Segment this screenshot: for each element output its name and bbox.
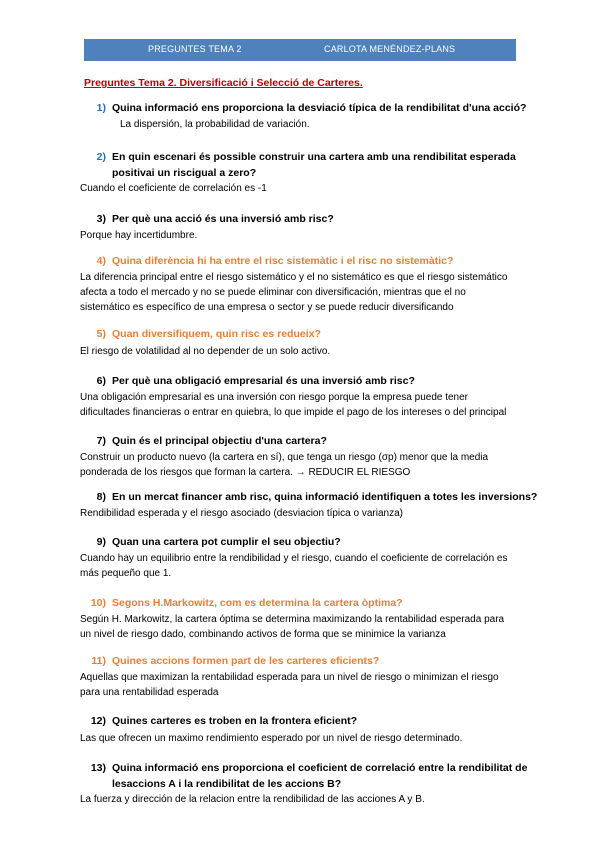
answer-6: Una obligación empresarial es una inversión con riesgo porque la empresa puede tener dificultades financieras o entrar en quiebra, lo que impide el pago de los intereses o del principal	[80, 392, 507, 418]
question-13	[84, 762, 527, 790]
question-number: 3)	[96, 213, 106, 225]
answer-9: Cuando hay un equilibrio entre la rendibilidad y el riesgo, cuando el coeficiente de correlación es más pequeño que 1.	[80, 553, 508, 579]
answer-4: La diferencia principal entre el riesgo sistemático y el no sistemático es que el riesgo sistemático afecta a todo el mercado y no se puede eliminar con diversificación, mientras que el no sistemático es específico de una empresa o sector y se puede reducir diversificando	[80, 272, 508, 313]
question-number: 7)	[96, 435, 106, 447]
question-number: 13)	[90, 762, 106, 774]
answer-12: Las que ofrecen un maximo rendimiento esperado por un nivel de riesgo determinado.	[80, 733, 463, 744]
answer-2: Cuando el coeficiente de correlación es -1	[80, 183, 267, 194]
question-number: 4)	[96, 255, 106, 267]
answer-8: Rendibilidad esperada y el riesgo asociado (desviacion típica o varianza)	[80, 508, 403, 519]
question-text: En un mercat financer amb risc, quina informació identifiquen a totes les inversions?	[112, 491, 538, 503]
question-2	[84, 151, 516, 179]
question-text: Quan diversifiquem, quin risc es redueix?	[112, 328, 321, 340]
question-11	[84, 655, 379, 667]
question-text: Quina informació ens proporciona la desviació típica de la rendibilitat d'una acció?	[112, 102, 527, 114]
question-text: En quin escenari és possible construir una cartera amb una rendibilitat esperada	[112, 151, 516, 163]
question-12	[84, 715, 357, 727]
question-9	[84, 536, 341, 548]
question-number: 12)	[90, 715, 106, 727]
question-text: Quina informació ens proporciona el coeficient de correlació entre la rendibilitat de	[112, 762, 528, 774]
question-text: Quines carteres es troben en la frontera eficient?	[112, 715, 358, 727]
question-text: Quina diferència hi ha entre el risc sistemàtic i el risc no sistemàtic?	[112, 255, 454, 267]
page-header	[84, 39, 516, 61]
question-text: Quin és el principal objectiu d'una cartera?	[112, 435, 327, 447]
question-text: Segons H.Markowitz, com es determina la cartera òptima?	[112, 597, 403, 609]
question-text: Quines accions formen part de les carteres eficients?	[112, 655, 380, 667]
question-5	[84, 328, 321, 340]
question-text-continued: lesaccions A i la rendibilitat de les accions B?	[112, 778, 342, 790]
answer-10: Según H. Markowitz, la cartera óptima se determina maximizando la rentabilidad esperada para un nivel de riesgo dado, combinando activos de forma que se minimice la varianza	[80, 614, 505, 640]
answer-7: Construir un producto nuevo (la cartera en sí), que tenga un riesgo (σp) menor que la media ponderada de los riesgos que forman la cartera. → REDUCIR EL RIESGO	[80, 452, 489, 478]
question-number: 10)	[90, 597, 106, 609]
question-text: Quan una cartera pot cumplir el seu objectiu?	[112, 536, 341, 548]
header-right: CARLOTA MENÉNDEZ-PLANS	[324, 44, 456, 54]
question-4	[84, 255, 453, 267]
question-number: 8)	[96, 491, 106, 503]
question-6	[84, 375, 415, 387]
question-number: 11)	[91, 655, 106, 667]
question-3	[84, 213, 334, 225]
question-number: 2)	[96, 151, 106, 163]
question-7	[84, 435, 327, 447]
question-1	[84, 102, 526, 114]
question-number: 1)	[96, 102, 106, 114]
question-text-continued: positivai un riscigual a zero?	[112, 167, 257, 179]
question-10	[84, 597, 403, 609]
question-number: 6)	[96, 375, 106, 387]
header-left: PREGUNTES TEMA 2	[148, 44, 242, 54]
question-text: Per què una obligació empresarial és una inversió amb risc?	[112, 375, 415, 387]
question-8	[84, 491, 537, 503]
answer-13: La fuerza y dirección de la relacion entre la rendibilidad de las acciones A y B.	[80, 794, 425, 805]
answer-1: La dispersión, la probabilidad de variación.	[120, 119, 310, 130]
answer-5: El riesgo de volatilidad al no depender de un solo activo.	[80, 346, 331, 357]
answer-11: Aquellas que maximizan la rentabilidad esperada para un nivel de riesgo o minimizan el riesgo para una rentabilidad esperada	[80, 672, 499, 698]
question-text: Per què una acció és una inversió amb risc?	[112, 213, 334, 225]
question-number: 9)	[96, 536, 106, 548]
answer-3: Porque hay incertidumbre.	[80, 230, 198, 241]
document-title: Preguntes Tema 2. Diversificació i Selecció de Carteres.	[84, 77, 363, 89]
question-number: 5)	[96, 328, 106, 340]
